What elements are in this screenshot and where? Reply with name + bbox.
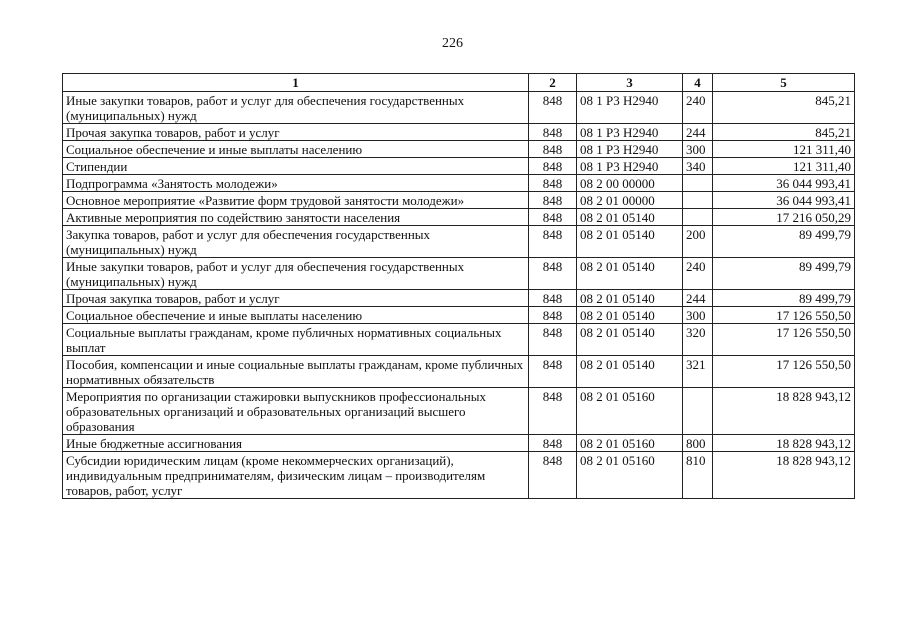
table-row: [63, 209, 855, 226]
row-amount-cell: 18 828 943,12: [713, 388, 855, 435]
row-vr-cell: 321: [683, 356, 713, 388]
table-row: [63, 388, 855, 435]
row-ved-cell: 848: [529, 175, 577, 192]
row-csr-cell: 08 2 00 00000: [577, 175, 683, 192]
row-ved-cell: 848: [529, 258, 577, 290]
row-vr-cell: [683, 209, 713, 226]
row-name-cell: Социальное обеспечение и иные выплаты населению: [63, 307, 529, 324]
row-name-cell: Закупка товаров, работ и услуг для обеспечения государственных (муниципальных) нужд: [63, 226, 529, 258]
row-vr-cell: 240: [683, 258, 713, 290]
table-row: [63, 435, 855, 452]
row-csr-cell: 08 1 P3 H2940: [577, 141, 683, 158]
budget-table: [62, 73, 855, 499]
column-header-csr: 3: [577, 74, 683, 92]
row-amount-cell: 36 044 993,41: [713, 175, 855, 192]
row-csr-cell: 08 2 01 05140: [577, 258, 683, 290]
row-name-cell: Иные закупки товаров, работ и услуг для обеспечения государственных (муниципальных) нужд: [63, 258, 529, 290]
row-name-cell: Иные бюджетные ассигнования: [63, 435, 529, 452]
table-row: [63, 324, 855, 356]
row-vr-cell: [683, 388, 713, 435]
row-csr-cell: 08 2 01 05140: [577, 356, 683, 388]
row-name-cell: Пособия, компенсации и иные социальные выплаты гражданам, кроме публичных нормативных обязательств: [63, 356, 529, 388]
row-ved-cell: 848: [529, 356, 577, 388]
row-vr-cell: 340: [683, 158, 713, 175]
row-name-cell: Стипендии: [63, 158, 529, 175]
row-name-cell: Прочая закупка товаров, работ и услуг: [63, 290, 529, 307]
row-ved-cell: 848: [529, 307, 577, 324]
row-csr-cell: 08 2 01 05160: [577, 452, 683, 499]
row-ved-cell: 848: [529, 388, 577, 435]
row-amount-cell: 18 828 943,12: [713, 452, 855, 499]
row-vr-cell: 200: [683, 226, 713, 258]
column-header-amount: 5: [713, 74, 855, 92]
row-name-cell: Мероприятия по организации стажировки выпускников профессиональных образовательных организаций и образовательных организаций высшего образования: [63, 388, 529, 435]
table-row: [63, 124, 855, 141]
row-amount-cell: 17 126 550,50: [713, 307, 855, 324]
row-ved-cell: 848: [529, 141, 577, 158]
row-amount-cell: 36 044 993,41: [713, 192, 855, 209]
row-ved-cell: 848: [529, 209, 577, 226]
page-number: 226: [442, 36, 463, 51]
row-amount-cell: 17 126 550,50: [713, 356, 855, 388]
row-ved-cell: 848: [529, 92, 577, 124]
row-vr-cell: 300: [683, 307, 713, 324]
row-vr-cell: [683, 192, 713, 209]
table-row: [63, 175, 855, 192]
row-name-cell: Иные закупки товаров, работ и услуг для обеспечения государственных (муниципальных) нужд: [63, 92, 529, 124]
table-row: [63, 192, 855, 209]
table-header-row: [63, 74, 855, 92]
row-amount-cell: 845,21: [713, 124, 855, 141]
row-amount-cell: 18 828 943,12: [713, 435, 855, 452]
column-header-vr: 4: [683, 74, 713, 92]
row-name-cell: Подпрограмма «Занятость молодежи»: [63, 175, 529, 192]
row-csr-cell: 08 2 01 05140: [577, 324, 683, 356]
row-amount-cell: 17 126 550,50: [713, 324, 855, 356]
table-row: [63, 452, 855, 499]
row-amount-cell: 121 311,40: [713, 141, 855, 158]
row-amount-cell: 89 499,79: [713, 226, 855, 258]
row-name-cell: Социальные выплаты гражданам, кроме публичных нормативных социальных выплат: [63, 324, 529, 356]
row-vr-cell: 240: [683, 92, 713, 124]
row-name-cell: Прочая закупка товаров, работ и услуг: [63, 124, 529, 141]
row-ved-cell: 848: [529, 324, 577, 356]
table-row: [63, 141, 855, 158]
row-ved-cell: 848: [529, 158, 577, 175]
row-ved-cell: 848: [529, 452, 577, 499]
row-vr-cell: 810: [683, 452, 713, 499]
row-name-cell: Социальное обеспечение и иные выплаты населению: [63, 141, 529, 158]
row-vr-cell: 800: [683, 435, 713, 452]
table-body: [63, 92, 855, 499]
row-vr-cell: 244: [683, 124, 713, 141]
row-vr-cell: 320: [683, 324, 713, 356]
row-name-cell: Активные мероприятия по содействию занятости населения: [63, 209, 529, 226]
row-amount-cell: 845,21: [713, 92, 855, 124]
table-row: [63, 92, 855, 124]
column-header-name: 1: [63, 74, 529, 92]
row-csr-cell: 08 1 P3 H2940: [577, 124, 683, 141]
row-amount-cell: 89 499,79: [713, 258, 855, 290]
row-csr-cell: 08 1 P3 H2940: [577, 158, 683, 175]
row-csr-cell: 08 1 P3 H2940: [577, 92, 683, 124]
row-csr-cell: 08 2 01 05160: [577, 388, 683, 435]
row-amount-cell: 89 499,79: [713, 290, 855, 307]
row-name-cell: Субсидии юридическим лицам (кроме некоммерческих организаций), индивидуальным предпринимателям, физическим лицам – производителям товаров, работ, услуг: [63, 452, 529, 499]
column-header-ved: 2: [529, 74, 577, 92]
row-ved-cell: 848: [529, 192, 577, 209]
table-row: [63, 307, 855, 324]
row-ved-cell: 848: [529, 124, 577, 141]
table-row: [63, 226, 855, 258]
row-vr-cell: [683, 175, 713, 192]
row-ved-cell: 848: [529, 435, 577, 452]
row-vr-cell: 300: [683, 141, 713, 158]
row-csr-cell: 08 2 01 00000: [577, 192, 683, 209]
row-amount-cell: 121 311,40: [713, 158, 855, 175]
row-csr-cell: 08 2 01 05140: [577, 226, 683, 258]
row-amount-cell: 17 216 050,29: [713, 209, 855, 226]
row-csr-cell: 08 2 01 05140: [577, 290, 683, 307]
row-name-cell: Основное мероприятие «Развитие форм трудовой занятости молодежи»: [63, 192, 529, 209]
table-row: [63, 258, 855, 290]
row-csr-cell: 08 2 01 05160: [577, 435, 683, 452]
table-row: [63, 290, 855, 307]
row-ved-cell: 848: [529, 290, 577, 307]
row-csr-cell: 08 2 01 05140: [577, 307, 683, 324]
row-vr-cell: 244: [683, 290, 713, 307]
table-row: [63, 356, 855, 388]
table-row: [63, 158, 855, 175]
row-csr-cell: 08 2 01 05140: [577, 209, 683, 226]
row-ved-cell: 848: [529, 226, 577, 258]
